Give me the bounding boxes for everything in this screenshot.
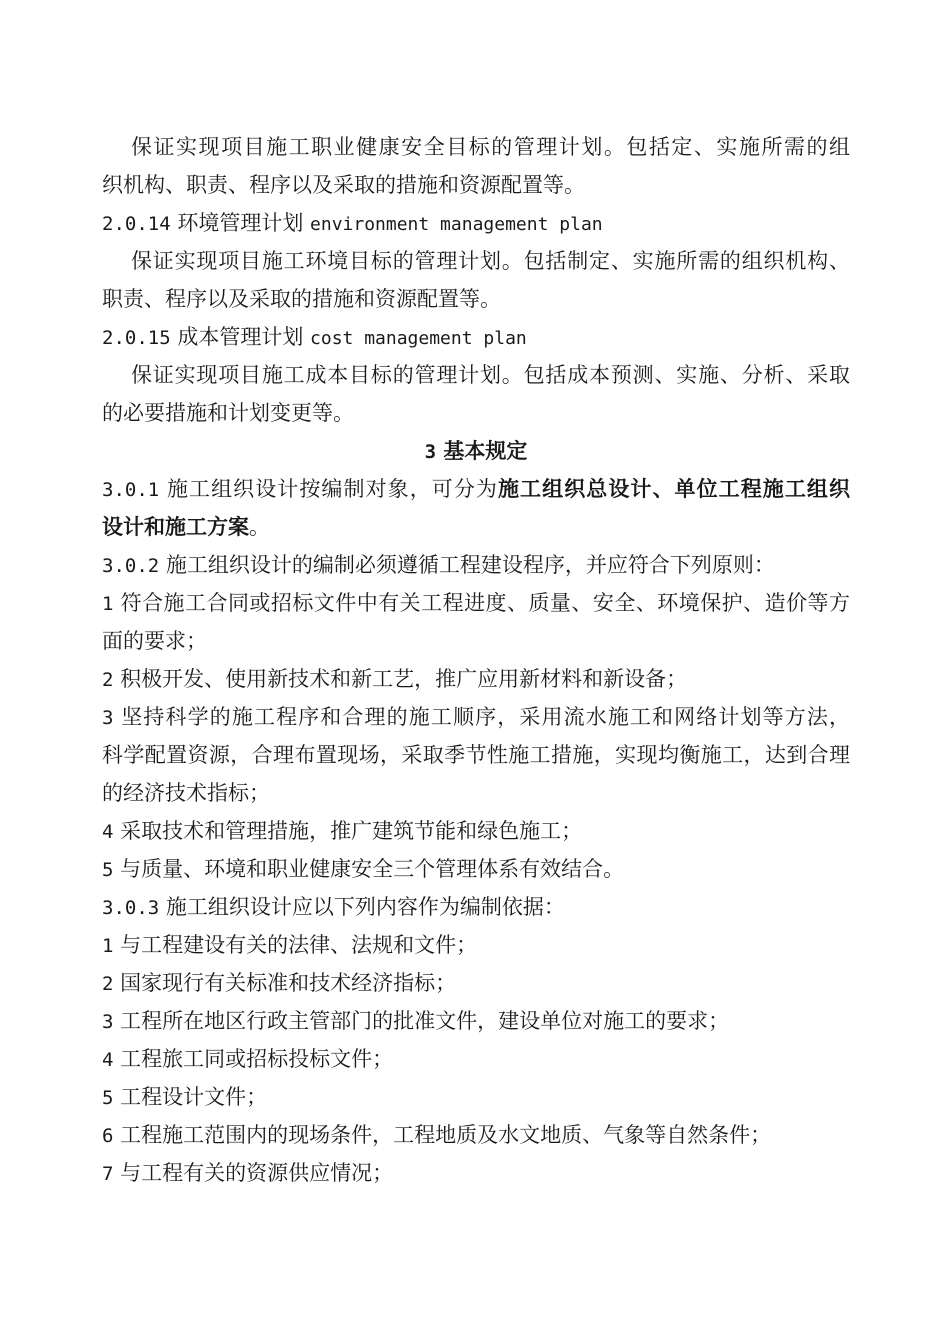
clause-2-0-15-heading (102, 318, 850, 356)
clause-title: 环境管理计划 (177, 211, 304, 235)
list-item: 5 与质量、环境和职业健康安全三个管理体系有效结合。 (102, 857, 625, 881)
clause-number: 3.0.3 (102, 897, 160, 919)
clause-number: 2.0.15 (102, 327, 171, 349)
clause-3-0-3-heading: 3.0.3 施工组织设计应以下列内容作为编制依据： (102, 895, 565, 919)
list-item: 1 与工程建设有关的法律、法规和文件； (102, 933, 478, 957)
paragraph-2-0-14-line-1: 保证实现项目施工环境目标的管理计划。包括制定、实施所需的组织机构、 (131, 249, 850, 273)
list-item: 5 工程设计文件； (102, 1085, 268, 1109)
list-item: 3 坚持科学的施工程序和合理的施工顺序，采用流水施工和网络计划等方法， (102, 705, 850, 729)
list-item: 3 工程所在地区行政主管部门的批准文件，建设单位对施工的要求； (102, 1009, 730, 1033)
list-item-continuation: 科学配置资源，合理布置现场，采取季节性施工措施，实现均衡施工，达到合理 (102, 743, 850, 767)
list-item: 4 采取技术和管理措施，推广建筑节能和绿色施工； (102, 819, 583, 843)
clause-english-term: cost management plan (310, 328, 527, 349)
paragraph-2-0-14-line-2: 职责、程序以及采取的措施和资源配置等。 (102, 287, 501, 311)
list-item: 2 积极开发、使用新技术和新工艺，推广应用新材料和新设备； (102, 667, 688, 691)
paragraph-2-0-13-line-1: 保证实现项目施工职业健康安全目标的管理计划。包括定、实施所需的组 (131, 135, 850, 159)
list-item: 6 工程施工范围内的现场条件，工程地质及水文地质、气象等自然条件； (102, 1123, 772, 1147)
paragraph-2-0-13-line-2: 织机构、职责、程序以及采取的措施和资源配置等。 (102, 173, 585, 197)
list-item-continuation: 的经济技术指标； (102, 781, 270, 805)
list-item-continuation: 面的要求； (102, 629, 207, 653)
paragraph-2-0-15-line-2: 的必要措施和计划变更等。 (102, 401, 354, 425)
paragraph-2-0-15-line-1: 保证实现项目施工成本目标的管理计划。包括成本预测、实施、分析、采取 (131, 363, 850, 387)
clause-3-0-2-heading: 3.0.2 施工组织设计的编制必须遵循工程建设程序，并应符合下列原则： (102, 553, 775, 577)
clause-title: 成本管理计划 (177, 325, 304, 349)
chapter-3-heading (102, 432, 850, 470)
clause-2-0-14-heading (102, 204, 850, 242)
clause-number: 3.0.1 (102, 479, 160, 501)
list-item: 1 符合施工合同或招标文件中有关工程进度、质量、安全、环境保护、造价等方 (102, 591, 850, 615)
bold-emphasis: 设计和施工方案 (102, 514, 249, 539)
clause-number: 2.0.14 (102, 213, 171, 235)
clause-english-term: environment management plan (310, 214, 603, 235)
list-item: 2 国家现行有关标准和技术经济指标； (102, 971, 457, 995)
chapter-number: 3 (424, 441, 437, 463)
bold-emphasis: 施工组织总设计、单位工程施工组织 (497, 476, 850, 501)
list-item: 7 与工程有关的资源供应情况； (102, 1161, 394, 1185)
clause-3-0-1-line-1: 3.0.1 施工组织设计按编制对象，可分为施工组织总设计、单位工程施工组织 (102, 476, 850, 501)
clause-3-0-1-line-2: 设计和施工方案。 (102, 514, 270, 539)
clause-number: 3.0.2 (102, 555, 160, 577)
document-page (102, 128, 850, 1192)
chapter-title: 基本规定 (443, 438, 528, 463)
list-item: 4 工程旅工同或招标投标文件； (102, 1047, 394, 1071)
